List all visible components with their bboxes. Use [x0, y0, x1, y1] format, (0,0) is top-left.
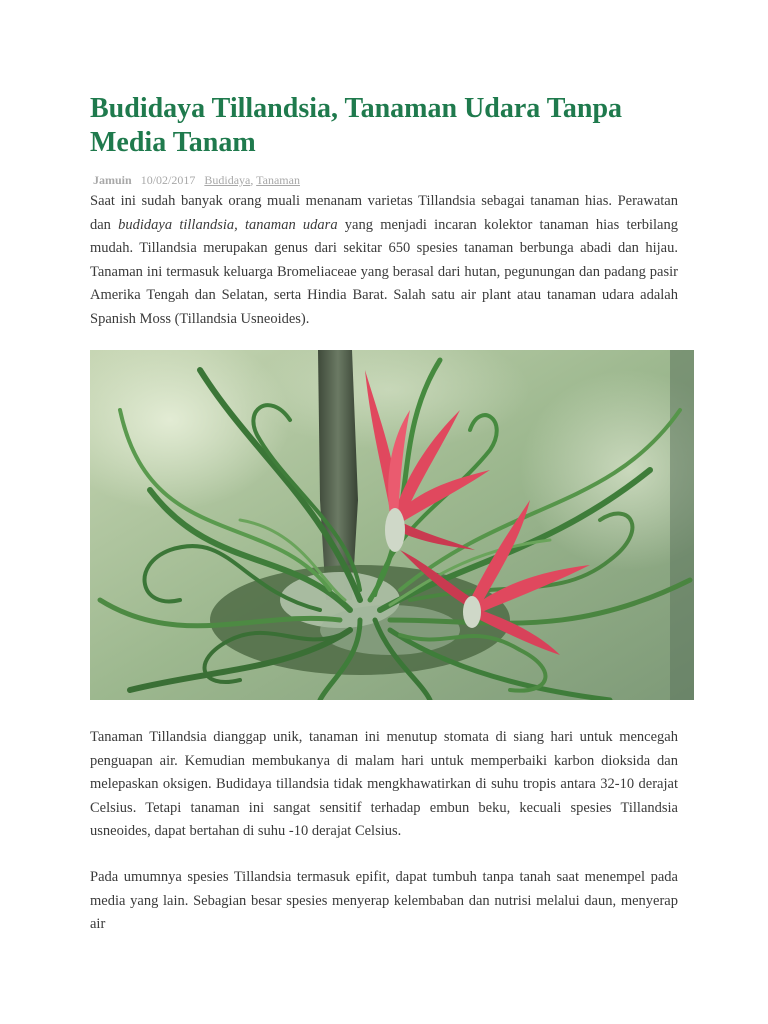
paragraph-intro-emphasis: budidaya tillandsia, tanaman udara [118, 216, 338, 233]
article-title: Budidaya Tillandsia, Tanaman Udara Tanpa Media Tanam [90, 93, 623, 158]
paragraph-intro-text-a: Saat ini sudah banyak orang muali menanam varietas Tillandsia sebagai tanaman hias. Perawatan dan [90, 193, 678, 233]
post-meta [93, 172, 300, 188]
tillandsia-photo [90, 350, 694, 700]
category-link-tanaman[interactable]: Tanaman [256, 173, 300, 187]
category-separator: , [250, 173, 254, 187]
category-link-budidaya[interactable]: Budidaya [204, 173, 251, 187]
paragraph-stomata: Tanaman Tillandsia dianggap unik, tanaman ini menutup stomata di siang hari untuk mencegah penguapan air. Kemudian membukanya di malam hari untuk memperbaiki karbon dioksida dan melepaskan oksigen. Budidaya tillandsia tidak mengkhawatirkan di suhu tropis antara 32-10 derajat Celsius. Tetapi tanaman ini sangat sensitif terhadap embun beku, kecuali spesies Tillandsia usneoides, dapat bertahan di suhu -10 derajat Celsius. [90, 729, 678, 839]
author-link[interactable]: Jamuin [93, 173, 132, 187]
paragraph-epifit: Pada umumnya spesies Tillandsia termasuk epifit, dapat tumbuh tanpa tanah saat menempel pada media yang lain. Sebagian besar spesies menyerap kelembaban dan nutrisi melalui daun, menyerap air [90, 869, 678, 932]
post-date: 10/02/2017 [140, 173, 196, 187]
paragraph-intro [90, 190, 678, 331]
paragraph-intro-text-b: yang menjadi incaran kolektor tanaman hias terbilang mudah. Tillandsia merupakan genus dari sekitar 650 spesies tanaman berbunga abadi dan hijau. Tanaman ini termasuk keluarga Bromeliaceae yang berasal dari hutan, pegunungan dan padang pasir Amerika Tengah dan Selatan, serta Hindia Barat. Salah satu air plant atau tanaman udara adalah Spanish Moss (Tillandsia Usneoides). [90, 216, 678, 327]
